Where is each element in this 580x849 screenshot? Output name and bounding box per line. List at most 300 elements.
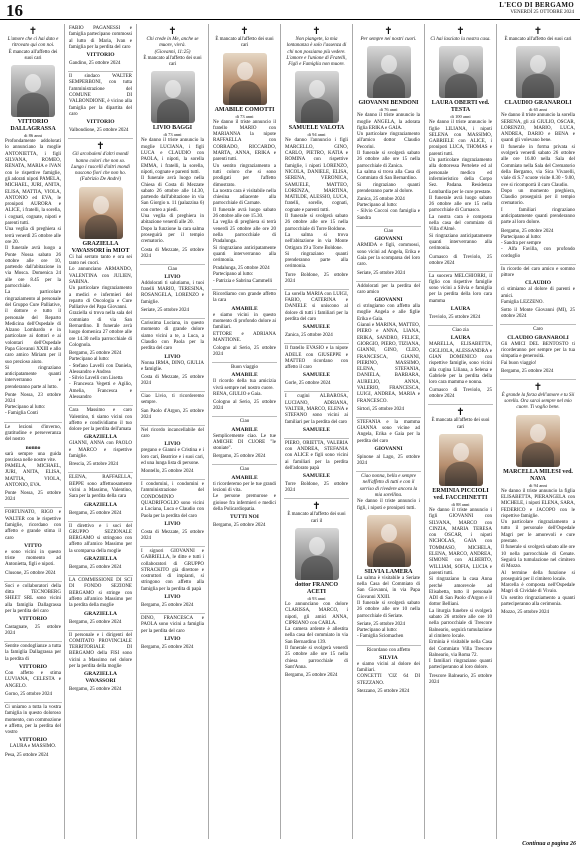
name: SAMUELE <box>302 324 331 331</box>
notice <box>4 582 62 642</box>
text: La nostra cara è composta nella casa del commiato di Villa d'Almè. <box>429 214 492 233</box>
text: LA COMMISSIONE DI SCI DI FONDO SEZIONE BERGAMO si stringe con affetto all'amico Massimo per la perdita della moglie <box>69 578 132 609</box>
text: MARELLA, ELISABETTA, GIGLIOLA, ALESSANDRA e GIAN DOMENICO con rispettive famiglie, sono vicini alla cugina Liliana, a Selena e Gabriele per la perdita della loro cara mamma e nonna. <box>429 342 492 386</box>
notice <box>68 72 133 139</box>
date: Bergamo, 25 ottobre 2024 <box>69 565 122 571</box>
text: Nonna IRMA, DINO, GIULIA e famiglie. <box>141 360 204 372</box>
notice <box>140 614 205 655</box>
text: - Famiglia Sciomachen <box>357 634 404 640</box>
masthead-title: L'ECO DI BERGAMO <box>499 1 574 9</box>
page-number: 16 <box>6 1 23 20</box>
text: I cugini ALBAROSA, LUCIANO, ADRIANA, VALTER, MARCO, ELENA e STEFANO sono vicini ai familiari per la perdita del caro <box>285 394 348 425</box>
text: Ci uniamo a tutta la vostra famiglia in questo doloroso momento, con commozione e affetto, per la perdita del vostro <box>5 704 61 736</box>
text: Ne danno il triste annuncio il fratello MARIO con MARIANNA la nipote RAFFAELLA con CORRADO, RICCARDO, MARTA, ANNA, ERIKA e parenti tutti. <box>213 119 276 163</box>
name: GIOVANNI <box>374 236 403 243</box>
notice <box>68 406 133 473</box>
continue-note: Continua a pagina 26 <box>522 841 576 847</box>
portrait-photo <box>516 46 560 98</box>
announce: È mancato all'affetto dei suoi cari <box>143 55 202 68</box>
deceased-age: di 73 anni <box>235 113 254 119</box>
text: Il funerale avrà luogo sabato 26 ottobre alle ore 15.30. <box>213 207 276 220</box>
text: Ne danno l'annuncio i figli MARCELLO, GINO, CARLO, PIETRO, KATIA e ROMINA con rispettive famiglie, i nipoti LORENZO, NICOLA, DANIELE, ELISA, SERENA, VERONICA, SAMUELE, MATTEO, LORENZA, MARTINA, MATILDE, ALESSIO, LUCA, fratelli, sorelle, cognati, cognate e parenti tutti. <box>285 138 348 213</box>
cross-icon: ✝ <box>533 26 543 37</box>
column-7 <box>428 24 493 690</box>
name: SAMUELE <box>302 426 331 433</box>
name: GIOVANNI <box>374 446 403 453</box>
text: Il direttivo e i soci del GRUPPO SEZIONALE BERGAMO si stringono con affetto all'amico Massimo per la scomparsa della moglie <box>69 523 132 554</box>
notice <box>140 392 205 426</box>
deceased-age: di 88 anni <box>451 501 470 507</box>
text: - Silvio Coccoi con famiglia e Sandra <box>357 209 420 221</box>
text: La sorella MARIA con LUIGI, FABIO, CATERINA e DANIELE si uniscono al dolore di tutti i familiari per la perdita del caro <box>285 291 348 322</box>
column-divider <box>352 24 353 839</box>
date: Seriate, 25 ottobre 2024 <box>141 308 190 314</box>
date: Costa di Mezzate, 25 ottobre 2024 <box>141 375 204 387</box>
deceased-name: dottor FRANCO ACETI <box>294 581 339 595</box>
notice <box>140 547 205 614</box>
cross-icon: ✝ <box>456 407 465 419</box>
name: VITTORIO <box>18 737 48 744</box>
column-divider <box>496 24 497 839</box>
text: ti ricorderemo per le tue grandi lezioni di vita. <box>213 481 276 494</box>
date: Sirtori, 25 ottobre 2024 <box>357 406 404 412</box>
text: Caro <box>533 327 543 333</box>
text: Si ringraziano quanti prenderanno parte al dolore. <box>357 182 420 194</box>
date: Curnasco di Treviolo, 25 ottobre 2024 <box>429 254 492 266</box>
column-1 <box>4 24 62 763</box>
text: Una veglia di preghiera si terrà venerdì 25 ottobre alle ore 20. <box>5 227 61 245</box>
notice <box>212 417 277 465</box>
name: AMABILE <box>231 426 258 433</box>
text: CONCETTI 'CIZ 64 DI STEZZANO. <box>357 674 420 686</box>
notice <box>500 325 576 379</box>
date: Costa di Mezzate, 25 ottobre 2024 <box>141 529 204 541</box>
text: - Sandra per sempre <box>501 240 542 246</box>
deceased-age: di 76 anni <box>379 107 398 113</box>
text: Cara Massimo e caro Valentino, ti siamo vicini con affetto e condividiamo il tuo dolore per la perdita dell'amata <box>69 408 132 433</box>
text: La camera ardente è allestita nella casa del commiato in via San Bernardino 139. <box>285 627 348 645</box>
name: GRAZIELLA <box>83 501 117 508</box>
date: Cologno al Serio, 25 ottobre 2024 <box>213 400 276 412</box>
text: - Francesca Vegetti e Agilio, Amelia, Francesca e Alessandro <box>69 382 132 400</box>
obituary-giovanni <box>356 24 421 227</box>
text: Ciao zia <box>452 328 469 334</box>
text: Gli AMICI DEL BENTOSTO ti ricorderanno per sempre per la tua simpatia e generosità. <box>501 341 575 360</box>
text: Ci hai serrato tanto e ora sei tanto nei cuori. <box>69 254 132 267</box>
obituary-marcella <box>500 380 576 621</box>
text: Il funerale si svolgerà sabato 26 ottobre alle ore 15 nella parrocchiale di Torre Boldone. <box>285 214 348 232</box>
notice <box>140 265 205 319</box>
name: VITTORIO <box>86 52 115 59</box>
text: Il funerale avrà luogo a Ponte Nossa sabato 26 ottobre alle ore 10, partendo dall'abitazione in via Mosca. Domenica 24 alle ore 8.45 per la parrocchiale. <box>5 246 61 290</box>
date: Bergamo, 25 ottobre 2024 <box>69 619 122 625</box>
text: Il fratello EVASIO e la nipote ADELE con GIUSEPPE e MATTEO ricordano con affetto il caro <box>285 346 348 371</box>
text: Un particolare ringraziamento all'amico dottor Claudio Pecorini. <box>357 132 420 150</box>
text: Graziella si trova nella sala del commiato di via San Bernardino. Il funerale avrà luogo domenica 27 ottobre alle ore 14.30 nella parrocchiale di Colognola. <box>69 311 132 348</box>
deceased-name: SILVIA LAMERA <box>364 568 413 575</box>
obituary-claudio <box>500 24 576 265</box>
name: LIVIO <box>164 520 181 527</box>
text: Partecipano al lutto: <box>213 272 254 278</box>
notice <box>4 423 62 509</box>
notice <box>4 508 62 581</box>
text: Il sindaco WALTER SEMPERBONI, con tutta l'amministrazione del COMUNE DI VALBONDIONE, è vicino alla famiglia per la dipartita del caro <box>69 74 132 117</box>
text: Si ringraziano quanti prenderanno parte alla cerimonia. <box>285 251 348 270</box>
text: Ne danno il triste annuncio la sorella SERENA, gli zii GIULIO, OSCAR, LORENZO, MARIO, LUCA, ANDREA, DARIO e BENA e quanti gli volevano bene. <box>501 113 575 144</box>
cross-icon: ✝ <box>168 26 177 37</box>
name: AMABILE <box>231 474 258 481</box>
text: Il funerale si svolgerà sabato 26 ottobre alle ore 10 nella parrocchiale di Seriate. <box>357 601 420 619</box>
text: Soci e collaboratori della ditta TECNOBERG SHEET SRL sono vicini alla famiglia Dallagrassa per la perdita del caro <box>5 583 61 614</box>
portrait-photo <box>151 71 195 123</box>
date: Bergamo, 25 ottobre 2024 <box>141 603 194 609</box>
text: Un sentito ringraziamento a quanti parteciperanno alla cerimonia. <box>501 595 575 608</box>
notice <box>356 646 421 699</box>
deceased-name: ERMINIA PICCIOLI ved. FACCHINETTI <box>432 487 489 501</box>
quote: Ciao nonna, bella e sempre nell'affetto di tutti e con il sorriso di rivedere ancora la mia sorellina. <box>359 474 418 498</box>
notice <box>428 326 493 405</box>
column-2 <box>68 24 133 697</box>
date: Zanica, 25 ottobre 2024 <box>285 333 333 339</box>
deceased-name: CLAUDIO GRANAROLI <box>504 100 572 107</box>
date: Montello, 25 ottobre 2024 <box>141 469 194 475</box>
quote-author: (Fabrizio De André) <box>79 177 121 183</box>
date: Bergamo, 25 ottobre 2024 <box>213 454 266 460</box>
notice <box>4 642 62 703</box>
text: Ciao <box>239 467 250 473</box>
text: Ciao <box>167 266 178 272</box>
quote: Ci hai lasciato la nostra casa. <box>430 37 491 42</box>
text: FABIO PAGANESSI e famiglia partecipano commossi al lutto di Maria, Ivan e famiglia per la perdita del caro <box>69 26 132 50</box>
text: Ciao <box>383 229 394 235</box>
text: Partecipano al lutto: <box>357 627 398 633</box>
text: Ricordiamo con grande affetto la cara <box>213 292 276 304</box>
text: Il funerale avrà luogo nella Chiesa di Costa di Mezzate sabato 26 ottobre alle 14.30, partendo dall'abitazione in via San Giorgio n. 11 (palazzina 6) con corteo a piedi. <box>141 176 204 213</box>
name: GRAZIELLA <box>83 556 117 563</box>
name: LIVIO <box>164 635 181 642</box>
name: LAURA <box>450 306 471 313</box>
name: GIOVANNI <box>374 297 403 304</box>
text: Marcella è composta nell'Ospedale Magri di Cividale di Vivaio. <box>501 583 575 595</box>
date: Seriate, 25 ottobre 2024 <box>357 621 406 627</box>
text: Ne danno il triste annuncio la moglie LUCIANA, i figli LUCA e CLAUDIO con PAOLA, i nipoti, la sorella EMMA, i fratelli, la sorella, nipoti, cognate e parenti tutti. <box>141 138 204 175</box>
text: Una veglia di preghiera in abitazione venerdì alle 20. <box>141 214 204 226</box>
text: La suocera MELCHIORRI, il figlio con rispettive famiglie sono vicini a Silvia e famiglia per la perdita della loro cara mamma <box>429 273 492 304</box>
cross-icon: ✝ <box>456 26 465 37</box>
text: Le persone premurose e gioiose fra infermieri e medici della Policardiopatia. <box>213 494 276 512</box>
text: e sono vicini in questo triste momento ad Antonietta, figli e nipoti. <box>5 549 61 568</box>
quote: È grande la forza dell'amore e tu Sii sorella. Ora sarai sempre nel mio cuore. Ti voglio bene. <box>501 392 575 411</box>
date: Treviolo, 25 ottobre 2024 <box>429 315 481 321</box>
portrait-photo <box>367 515 411 567</box>
text: RENA, GIULIO e Gaia. <box>213 391 262 397</box>
deceased-name: VITTORIO DALLAGRASSA <box>10 119 56 133</box>
deceased-age: di 94 anni <box>529 482 547 488</box>
notice <box>356 227 421 281</box>
text: - Silvio Lavelli con Lisetta <box>69 376 123 382</box>
text: La salma si trova alla Casa di Commiato di San Bernardino. <box>357 169 420 182</box>
notice <box>4 703 62 763</box>
quote: Chi crede in Me, anche se muore, vivrà. <box>146 37 199 49</box>
cross-icon: ✝ <box>312 501 321 513</box>
text: Le lezioni d'inverno, gratitudine e perseveranza del nostro <box>5 424 61 443</box>
deceased-name: LIVIO BAGGI <box>152 125 193 132</box>
date: San Paolo d'Argon, 25 ottobre 2024 <box>141 408 204 420</box>
text: Lo annunciano ARMANDO, VALENTINA con JULIEN, SABINA. <box>69 267 132 285</box>
name: GRAZIELLA <box>83 610 117 617</box>
text: Erminia è visitabile nella Casa del Commiato Villa Trescore Balneario, via Roma 72. <box>429 640 492 658</box>
notice <box>68 576 133 630</box>
date: Bergamo, 25 ottobre 2024 <box>69 687 122 693</box>
obituary-samuele <box>284 24 349 290</box>
cross-icon: ✝ <box>96 141 105 153</box>
obituary-livio <box>140 24 205 265</box>
text: PAMELA, MICHAEL, JURI, ANITA, ELISA, MATTIA, VIOLA, ANTONIO, EVA. <box>5 464 61 489</box>
name: TUTTI NOI <box>230 514 259 521</box>
portrait-photo <box>439 434 483 486</box>
text: LAURA e MASSIMO. <box>9 744 57 750</box>
text: e siamo vicini in questo momento di profondo dolore ai familiari. <box>213 312 276 331</box>
text: Un particolare ringraziamento alla dottoressa Pertelete ed al personale medico ed infermieristico della Corpo Sez. Padana. Residenza Lombardia per le cure prestate. <box>429 158 492 195</box>
portrait-photo <box>439 46 483 98</box>
text: Al termine della funzione si proseguirà per il cimitero locale. <box>501 570 575 582</box>
date: Stezzano, 25 ottobre 2024 <box>357 689 410 694</box>
text: Dopo un momento preghiera, Claudio proseguirà per il tempio crematorio. <box>501 188 575 207</box>
notice <box>212 290 277 363</box>
deceased-name: LAURA OBERTI ved. TESTA <box>431 100 490 114</box>
quote: Per sempre nei nostri cuori. <box>360 37 417 42</box>
deceased-age: di 86 anni <box>24 133 42 139</box>
name: VITTORIO <box>86 119 115 126</box>
name: CLAUDIO <box>525 280 551 287</box>
name: LIVIO <box>164 441 181 448</box>
text: Lo annunciano con dolore CLARISSA, MARCO, i nipoti, gli amici ANNA, CIPRIANO con CARLA. <box>285 601 348 626</box>
notice <box>212 363 277 417</box>
date: Mozzo, 25 ottobre 2024 <box>501 610 550 616</box>
text: Famiglia LEZZENO. <box>501 300 544 306</box>
date: Valbondione, 25 ottobre 2024 <box>69 128 129 134</box>
text: La salma si trova nell'abitazione in via Monte Ortigara 19 a Torre Boldone. <box>285 232 348 251</box>
text: La salma è visitabile a Seriate nella Casa del Commiato di San Giovanni, in via Papa Giovanni XXIII. <box>357 575 420 600</box>
text: STEFANIA e la mamma GIANNA sono vicine ad Angela, Erika e Gaia per la perdita del caro <box>357 419 420 444</box>
quote: Non piangete, la mia lontananza è solo l'assenza di chi non possiamo più vedere. L'amore e l'unione di Fratelli, Figli e Famiglia non muore. <box>286 37 347 68</box>
date: Costa di Mezzate, 25 ottobre 2024 <box>141 247 204 259</box>
text: - Famiglia Conti <box>5 411 39 417</box>
text: Con affetto e stima LUVIANA, CELESTA e ANGELO. <box>5 671 61 689</box>
obituary-laura <box>428 24 493 272</box>
text: Semplicemente ciao. Le tue AMICHE DI CUORE "le stoniate". <box>213 433 276 452</box>
obituary-vittorio <box>4 24 62 423</box>
announce: È mancato all'affetto dei suoi cari <box>215 37 274 49</box>
deceased-name: SAMUELE VALOTA <box>288 125 345 132</box>
text: I signori GIOVANNI e GABRIELLA, le ditte e tutti i collaboratori di GRUPPO STRACKITO già direttore e costruttori di impianti, si stringono con affetto alla famiglia per la perdita di papà <box>141 548 204 592</box>
text: Fai buon viaggio! <box>501 360 537 366</box>
quote: Gli arcobaleni d'altri mondi hanno colori che non so. Lungo i ruscelli d'altri mondi nascono fiori che non ho. <box>71 152 130 177</box>
text: Si ringraziano anticipatamente quanti interverranno alla cerimonia. <box>213 245 276 264</box>
text: Un sentito ringraziamento a tutti coloro che si sono prodigati per l'affetto dimostrato. <box>213 163 276 188</box>
quote: L'amore che ci hai dato e ritrovato qui con noi. <box>7 37 59 49</box>
date: Torre Boldone, 25 ottobre 2024 <box>285 272 348 284</box>
text: Ne danno il triste annuncio i figli, i nipoti e pronipoti tutti. <box>357 499 420 511</box>
text: Buon viaggio <box>230 365 259 371</box>
deceased-age: di 100 anni <box>450 114 471 120</box>
date: Castagnate, 25 ottobre 2024 <box>5 625 61 637</box>
portrait-photo <box>295 71 339 123</box>
deceased-name: MARCELLA MILESI ved. NAVA <box>503 468 573 482</box>
obituary-silvia <box>356 472 421 645</box>
text: Carissima Luciana, in questo momento di grande dolore siamo vicini a te, a Luca, a Claudio con Paola per la perdita del caro <box>141 321 204 352</box>
text: La particolare ringraziamento al personale del Gruppo Cure Palliative, il dottore e tutto il personale del Reparto Medicina dell'Ospedale di Alzano Lombardo e in particolare ai dottori e ai volontari dell'Ospedale Papa Giovanni XXIII e allo caro amico Miriam per il suo prezioso aiuto. <box>5 290 61 365</box>
date: Gorle, 25 ottobre 2024 <box>285 381 331 387</box>
name: VITTO <box>24 542 42 549</box>
announce: È mancato all'affetto dei suoi cari <box>504 37 572 42</box>
text: Ne danno il triste annuncio la moglie ANGELA, la adorata figlia ERIKA e GAIA. <box>357 113 420 131</box>
text: I familiari ringraziano anticipatamente quanti prenderanno parte al loro dolore. <box>501 207 575 226</box>
announce: È mancato all'affetto dei suoi cari il <box>287 512 346 524</box>
text: PIERO, ORIETTA, VALERIA con ANDREA, STEFANIA con ALICE e figli sono vicini ai familiari per la perdita dell'adorato papà <box>285 440 348 472</box>
date: Curnasco di Treviolo, 25 ottobre 2024 <box>429 388 492 400</box>
portrait-photo <box>367 46 411 98</box>
text: ci stringiamo con affetto alla moglie Angela e alle figlie Erika e Gaia. <box>357 304 420 322</box>
column-divider <box>208 24 209 839</box>
text: Il funerale avrà luogo sabato 26 ottobre alle ore 15 nella parrocchiale di Curnasco. <box>429 195 492 214</box>
date: Torre Boldone, 25 ottobre 2024 <box>285 482 348 494</box>
deceased-age: di 94 anni <box>307 132 326 138</box>
name: SAMUELE <box>302 473 331 480</box>
obituary-franco-aceti <box>284 499 349 683</box>
date: Bergamo, 25 ottobre 2024 <box>501 368 554 374</box>
page-header <box>0 0 580 20</box>
text: ARMIDA e figli, commossi, sono vicini ad Angela, Erika e Gaia per la scomparsa del loro caro. <box>357 243 420 268</box>
text: FORTUNATO, RIGO e WALTER con le rispettive famiglie, ricordano con affetto e grande stima il caro <box>5 510 61 541</box>
notice <box>68 631 133 698</box>
deceased-age: di 65 anni <box>529 107 547 113</box>
date: Sotto il Monte Giovanni (MI), 25 ottobre 2024 <box>501 308 575 320</box>
portrait-photo <box>223 53 267 105</box>
quote-ref: (Giovanni, 11:25) <box>154 49 191 55</box>
text: In ricordo del caro amico e sommo pittore <box>501 266 575 279</box>
deceased-age: di 73 anni <box>163 132 182 138</box>
name: LIVIO <box>164 353 181 360</box>
name: CLAUDIO GRANAROLI <box>507 334 569 341</box>
notice <box>500 265 576 325</box>
column-divider <box>64 24 65 839</box>
text: Sentite condoglianze a tutta la famiglia Dallagrassa per la perdita di <box>5 644 61 662</box>
text: La nostra cara è visitabile nella chiesina adiacente alla parrocchiale di Carnate. <box>213 188 276 207</box>
name: AMABILE <box>231 372 258 379</box>
text: ETTORE e ADRIANA MANTIONE. <box>213 331 276 343</box>
date: Bergamo, 25 ottobre 2024 <box>213 523 266 529</box>
date: Ponte Nossa, 23 ottobre 2024 <box>5 393 61 405</box>
name: VITTORIO <box>18 616 48 623</box>
text: Ne danno il triste annuncio le figlie LILIANA, i nipoti SELENA con MASSIMO, GABRIELE con ALICE, i pronipoti LUCA, THOMAS e parenti tutti. <box>429 120 492 157</box>
notice <box>356 282 421 418</box>
column-8 <box>500 24 576 620</box>
column-divider <box>280 24 281 839</box>
text: sarà sempre una guida preziosa nelle nostre vite. <box>5 451 61 463</box>
column-5 <box>284 24 349 683</box>
text: Nel ricordo incancellabile del caro <box>141 427 204 439</box>
text: Addolorati ti salutiamo, i tuoi fratelli MARIO, TERESINA, ROSANGELA, LORENZO e famiglie. <box>141 280 204 305</box>
notice <box>68 522 133 576</box>
column-3 <box>140 24 205 655</box>
text: Profondamente addolorati lo annunciano la moglie ANTONIETTA, i figli SILVANA, ROMEO, RENATA, MARIA e IVAN con le rispettive famiglie, gli adorati nipoti PAMELA, MICHAEL, JURI, ANITA, ELISA, MATTIA, VIOLA, ANTONIO ed EVA, le pronipoti AURORA e ALICE, i fratelli, la sorella, i cognati, cognate, nipoti e parenti tutti. <box>5 139 61 227</box>
text: - Patrizia e Sabrina Cammelli <box>213 278 273 284</box>
column-divider <box>136 24 137 839</box>
name: nonno <box>25 444 41 451</box>
notice <box>212 465 277 533</box>
text: DINO, FRANCESCA e PAOLA sono vicini a famiglia per la perdita del caro <box>141 616 204 634</box>
text: Partecipano al lutto: <box>357 203 398 209</box>
date: Brescia, 25 ottobre 2024 <box>69 462 119 468</box>
text: Si ringraziano la casa Anna perché amorevole ad Elisabetta, tutto il personale ADI di San Paolo d'Argon e il dottor Belliani. <box>429 577 492 608</box>
text: e siamo vicini al dolore dei familiari. <box>357 661 420 674</box>
text: La liturgia funebre si svolgerà sabato 26 ottobre alle ore 10 nella parrocchiale di Trescore Balneario, seguirà tumulazione al cimitero locale. <box>429 608 492 639</box>
text: Si ringraziano anticipatamente quanti interverranno alla cerimonia. <box>429 233 492 252</box>
notice <box>284 439 349 499</box>
column-6 <box>356 24 421 699</box>
text: - Alfa Favilla, con profondo cordoglio <box>501 247 575 259</box>
text: Il funerale si svolgerà venerdì 25 ottobre alle ore 15 nella chiesa parrocchiale di Sant'Anna. <box>285 646 348 670</box>
column-4 <box>212 24 277 533</box>
text: Partecipano al lutto: <box>5 405 46 411</box>
date: Gandino, 25 ottobre 2024 <box>69 61 121 67</box>
date: Ponte Nossa, 25 ottobre 2024 <box>5 491 61 503</box>
name: SAMUELE <box>302 372 331 379</box>
notice <box>68 473 133 521</box>
text: Gianni e MARINA, MATTEO, PIERO e ANNA, LIANA, ERIKA, SANDRO, FELICE, GIORGIO, PIERO, TIZIANA, GIANNI, GINO, CLEO, FRANCESCA, GIANNI, PIERINO, MASSIMO, ELENA, STEFANIA, DANIELA, BARBARA, AURELIO, ANNA, VALERIO, FRANCESCA, LUIGI, ANDREA, MARIA e FRANCESCO. <box>357 323 420 404</box>
text: Ne danno il triste annuncio la figlia ELISABETTA, PIERANGELA con MICHELE, i nipoti ELENA, SARA, FEDERICO e JACOPO con le rispettive famiglie. <box>501 488 575 519</box>
text: Un particolare ringraziamento a medici e infermieri del reparto di Oncologia e Cure Palliative del Papa Giovanni. <box>69 286 132 311</box>
notice <box>68 24 133 72</box>
text: Ciao <box>239 419 250 425</box>
text: Si ringraziano anticipatamente quanti interverranno e prenderanno parte al lutto. <box>5 365 61 390</box>
masthead-date: VENERDÌ 25 OTTOBRE 2024 <box>510 10 574 15</box>
date: Pesa, 25 ottobre 2024 <box>5 752 49 758</box>
text: Ciao Livio, ti ricorderemo sempre. <box>141 394 204 406</box>
text: Il funerale si svolgerà sabato alle ore 10 nella parrocchiale di Cenate. Seguirà la tumulazione nel cimitero di Mozzo. <box>501 545 575 570</box>
text: Dopo la funzione la cara salma proseguirà per il tempio crematorio. <box>141 226 204 245</box>
text: Il personale e i dirigenti del COMITATO PROVINCIALE TERRITORIALE DI BERGAMO della FISI sono vicini a Massimo nel dolore per la perdita della moglie <box>69 632 132 669</box>
name: LIVIO <box>164 273 181 280</box>
date: Spinone al Lago, 25 ottobre 2024 <box>357 455 420 467</box>
notice <box>284 290 349 344</box>
notice <box>140 426 205 480</box>
text: ELENA, RAFFAELLA, BEPPE sono affettuosamente vicini a Massimo, Valentino, Sara per la perdita della cara <box>69 475 132 500</box>
date: Clusone, 25 ottobre 2024 <box>5 570 56 576</box>
deceased-age: di 93 anni <box>307 595 326 601</box>
text: Ricordano con affetto <box>366 647 411 653</box>
name: GRAZIELLA <box>83 434 117 441</box>
text: Partecipano al lutto: <box>69 357 110 363</box>
text: Addolorati per la perdita del caro amico <box>357 283 420 295</box>
name: LAURA <box>450 335 471 342</box>
deceased-name: GRAZIELLA VAVASSORI in MIOT <box>71 240 130 254</box>
obituary-erminia <box>428 405 493 689</box>
portrait-photo <box>516 415 560 467</box>
date: Bergamo, 25 ottobre 2024 <box>69 351 122 357</box>
date: Zanica, 25 ottobre 2024 <box>357 197 405 203</box>
cross-icon: ✝ <box>28 26 38 37</box>
text: I condomini, i condomini e l'amministrazione del CONDOMINIO QUADRIFOGLIO sono vicini a Luciana, Luca e Claudio con Paola per la perdita del caro <box>141 482 204 519</box>
portrait-photo <box>295 528 339 580</box>
deceased-name: AMABILE COMOTTI <box>214 106 275 113</box>
text: La veglia di preghiera si terrà venerdì 25 ottobre alle ore 20 nella parrocchiale di Pradalunga. <box>213 220 276 245</box>
date: Bergamo, 25 ottobre 2024 <box>285 673 338 679</box>
notice <box>428 272 493 326</box>
text: Ne danno il triste annuncio i figli GIOVANNI con SILVANA, MARCO con CINZIA, MARIA TERESA con OSCAR, i nipoti NICHOLAS, GAIA con TOMMASO, MICHELA, ELENA, MARCO, ANDREA, SIMONE con ALBERTO, WILLIAM, SOFIA, LUCIA e parenti tutti. <box>429 507 492 576</box>
cross-icon: ✝ <box>533 381 543 393</box>
